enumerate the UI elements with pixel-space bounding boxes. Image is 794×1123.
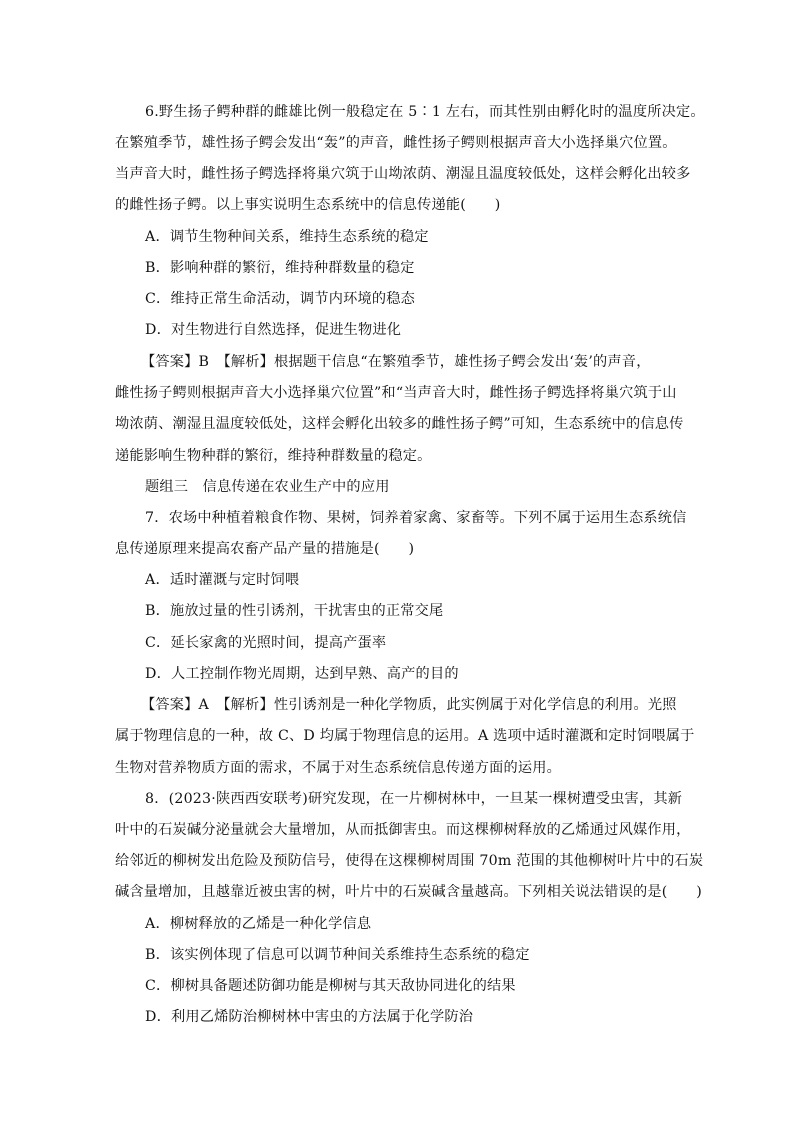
question-7-option-c: C．延长家禽的光照时间，提高产蛋率 [145,635,387,651]
question-6-line-3: 当声音大时，雌性扬子鳄选择将巢穴筑于山坳浓荫、潮湿且温度较低处，这样会孵化出较多 [115,166,691,182]
question-7-option-a: A．适时灌溉与定时饲喂 [145,572,300,588]
question-8-line-4: 碱含量增加，且越靠近被虫害的树，叶片中的石炭碱含量越高。下列相关说法错误的是( ) [115,884,702,900]
question-6-answer-line-3: 坳浓荫、潮湿且温度较低处，这样会孵化出较多的雌性扬子鳄”可知，生态系统中的信息传 [115,416,684,432]
question-8-option-d: D．利用乙烯防治柳树林中害虫的方法属于化学防治 [145,1009,474,1025]
question-6-line-1: 6.野生扬子鳄种群的雌雄比例一般稳定在 5∶1 左右，而其性别由孵化时的温度所决定。 [145,104,705,120]
question-8-option-a: A．柳树释放的乙烯是一种化学信息 [145,916,372,932]
question-6-answer-line-2: 雌性扬子鳄则根据声音大小选择巢穴位置”和“当声音大时，雌性扬子鳄选择将巢穴筑于山 [115,385,677,401]
question-6-answer-line-4: 递能影响生物种群的繁衍，维持种群数量的稳定。 [115,448,432,464]
question-7-answer-line-3: 生物对营养物质方面的需求，不属于对生态系统信息传递方面的运用。 [115,760,562,776]
question-6-answer-line-1: 【答案】B 【解析】根据题干信息“在繁殖季节，雄性扬子鳄会发出‘轰’的声音， [141,354,651,370]
group-3-title: 题组三 信息传递在农业生产中的应用 [145,479,390,495]
question-6-option-b: B．影响种群的繁衍，维持种群数量的稳定 [145,260,415,276]
question-7-answer-line-1: 【答案】A 【解析】性引诱剂是一种化学物质，此实例属于对化学信息的利用。光照 [141,697,677,713]
question-6-option-d: D．对生物进行自然选择，促进生物进化 [145,322,402,338]
question-8-line-2: 叶中的石炭碱分泌量就会大量增加，从而抵御害虫。而这棵柳树释放的乙烯通过风媒作用， [115,822,691,838]
question-7-line-1: 7．农场中种植着粮食作物、果树，饲养着家禽、家畜等。下列不属于运用生态系统信 [145,510,687,526]
question-6-option-c: C．维持正常生命活动，调节内环境的稳态 [145,291,416,307]
question-8-option-b: B．该实例体现了信息可以调节种间关系维持生态系统的稳定 [145,947,530,963]
question-6-line-2: 在繁殖季节，雄性扬子鳄会发出“轰”的声音，雌性扬子鳄则根据声音大小选择巢穴位置。 [115,135,677,151]
question-6-option-a: A．调节生物种间关系，维持生态系统的稳定 [145,229,429,245]
question-7-option-d: D．人工控制作物光周期，达到早熟、高产的目的 [145,666,459,682]
question-8-line-1: 8．(2023·陕西西安联考)研究发现，在一片柳树林中，一旦某一棵树遭受虫害，其新 [145,791,683,807]
question-7-line-2: 息传递原理来提高农畜产品产量的措施是( ) [115,541,415,557]
question-8-option-c: C．柳树具备题述防御功能是柳树与其天敌协同进化的结果 [145,978,516,994]
question-7-option-b: B．施放过量的性引诱剂，干扰害虫的正常交尾 [145,603,444,619]
question-8-line-3: 给邻近的柳树发出危险及预防信号，使得在这棵柳树周围 70m 范围的其他柳树叶片中的石炭 [115,853,704,869]
question-7-answer-line-2: 属于物理信息的一种，故 C、D 均属于物理信息的运用。A 选项中适时灌溉和定时饲喂属于 [115,728,695,744]
question-6-line-4: 的雌性扬子鳄。以上事实说明生态系统中的信息传递能( ) [115,197,501,213]
